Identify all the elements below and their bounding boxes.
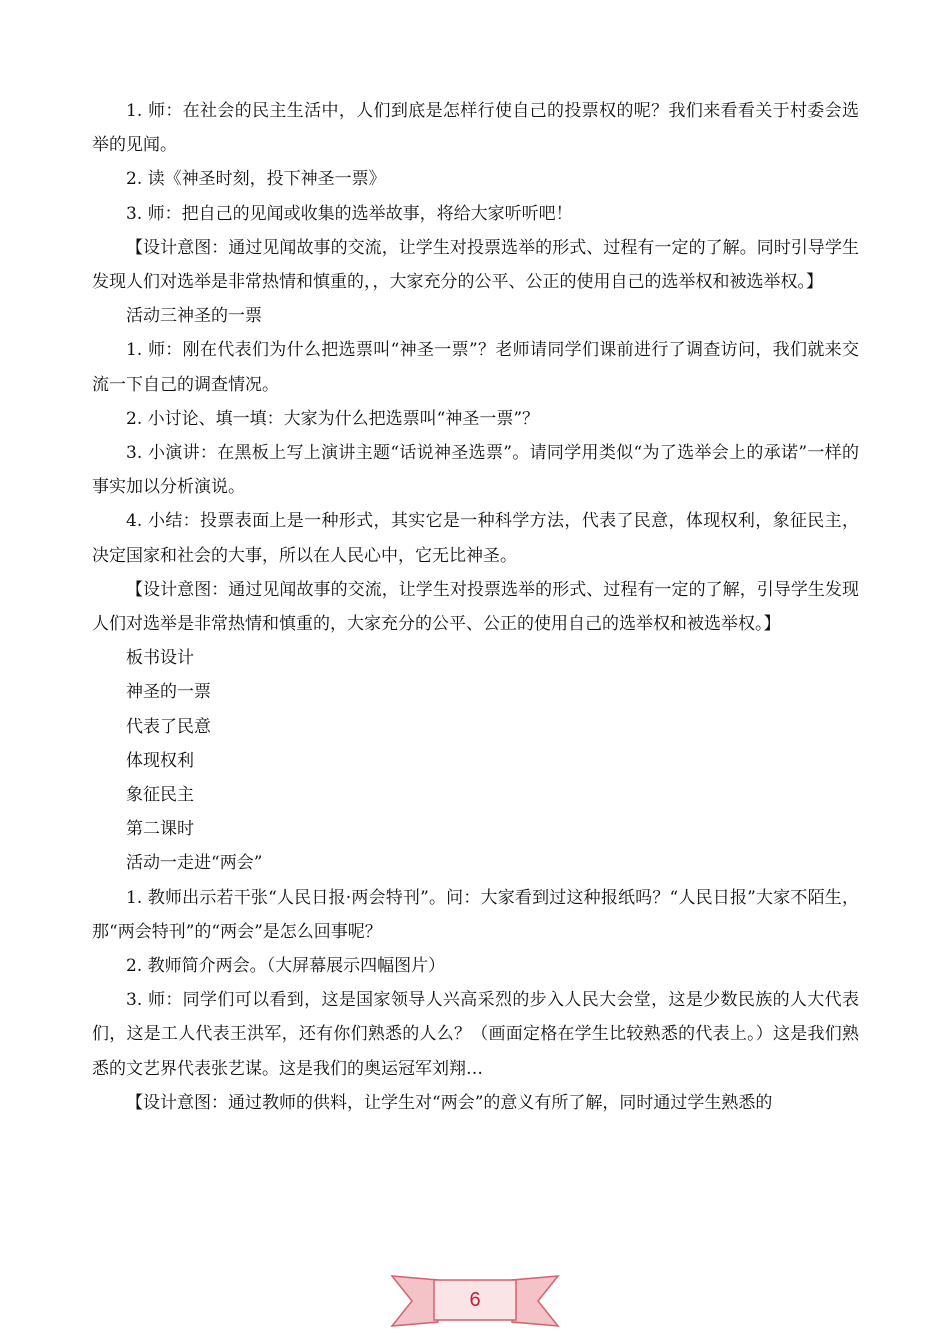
blackboard-line: 象征民主 xyxy=(126,785,194,806)
section-heading: 第二课时 xyxy=(126,819,194,840)
design-intent-note: 【设计意图：通过见闻故事的交流，让学生对投票选举的形式、过程有一定的了解，引导学生发现人们对选举是非常热情和慎重的，大家充分的公平、公正的使用自己的选举权和被选举权。】 xyxy=(92,579,859,635)
paragraph: 3. 小演讲：在黑板上写上演讲主题“话说神圣选票”。请同学用类似“为了选举会上的承诺”一样的事实加以分析演说。 xyxy=(92,443,859,498)
paragraph: 3. 师：把自己的见闻或收集的选举故事，将给大家听听吧！ xyxy=(126,203,573,224)
blackboard-line: 代表了民意 xyxy=(126,716,211,737)
section-heading: 活动三神圣的一票 xyxy=(126,306,262,327)
section-heading: 板书设计 xyxy=(126,648,194,669)
paragraph: 2. 教师简介两会。（大屏幕展示四幅图片） xyxy=(126,956,446,977)
paragraph: 2. 读《神圣时刻，投下神圣一票》 xyxy=(126,169,386,190)
design-intent-note: 【设计意图：通过教师的供料，让学生对“两会”的意义有所了解，同时通过学生熟悉的 xyxy=(126,1092,773,1113)
blackboard-line: 神圣的一票 xyxy=(126,682,211,703)
blackboard-line: 体现权利 xyxy=(126,750,194,771)
page-footer xyxy=(0,1266,950,1344)
paragraph: 3. 师：同学们可以看到，这是国家领导人兴高采烈的步入人民大会堂，这是少数民族的人大代表们，这是工人代表王洪军，还有你们熟悉的人么？（画面定格在学生比较熟悉的代表上。）这是我们熟悉的文艺界代表张艺谋。这是我们的奥运冠军刘翔… xyxy=(92,990,859,1079)
paragraph: 4. 小结：投票表面上是一种形式，其实它是一种科学方法，代表了民意，体现权利，象征民主，决定国家和社会的大事，所以在人民心中，它无比神圣。 xyxy=(92,511,859,566)
design-intent-note: 【设计意图：通过见闻故事的交流，让学生对投票选举的形式、过程有一定的了解。同时引导学生发现人们对选举是非常热情和慎重的，，大家充分的公平、公正的使用自己的选举权和被选举权。】 xyxy=(92,237,859,293)
page-number: 6 xyxy=(469,1289,481,1311)
document-body xyxy=(92,94,859,1120)
paragraph: 1. 教师出示若干张“人民日报·两会特刊”。问：大家看到过这种报纸吗？“人民日报”大家不陌生，那“两会特刊”的“两会”是怎么回事呢？ xyxy=(92,887,859,942)
paragraph: 1. 师：在社会的民主生活中，人们到底是怎样行使自己的投票权的呢？我们来看看关于村委会选举的见闻。 xyxy=(92,101,859,156)
paragraph: 1. 师：刚在代表们为什么把选票叫“神圣一票”？老师请同学们课前进行了调查访问，我们就来交流一下自己的调查情况。 xyxy=(92,340,859,395)
section-heading: 活动一走进“两会” xyxy=(126,853,263,874)
paragraph: 2. 小讨论、填一填：大家为什么把选票叫“神圣一票”？ xyxy=(126,408,540,429)
